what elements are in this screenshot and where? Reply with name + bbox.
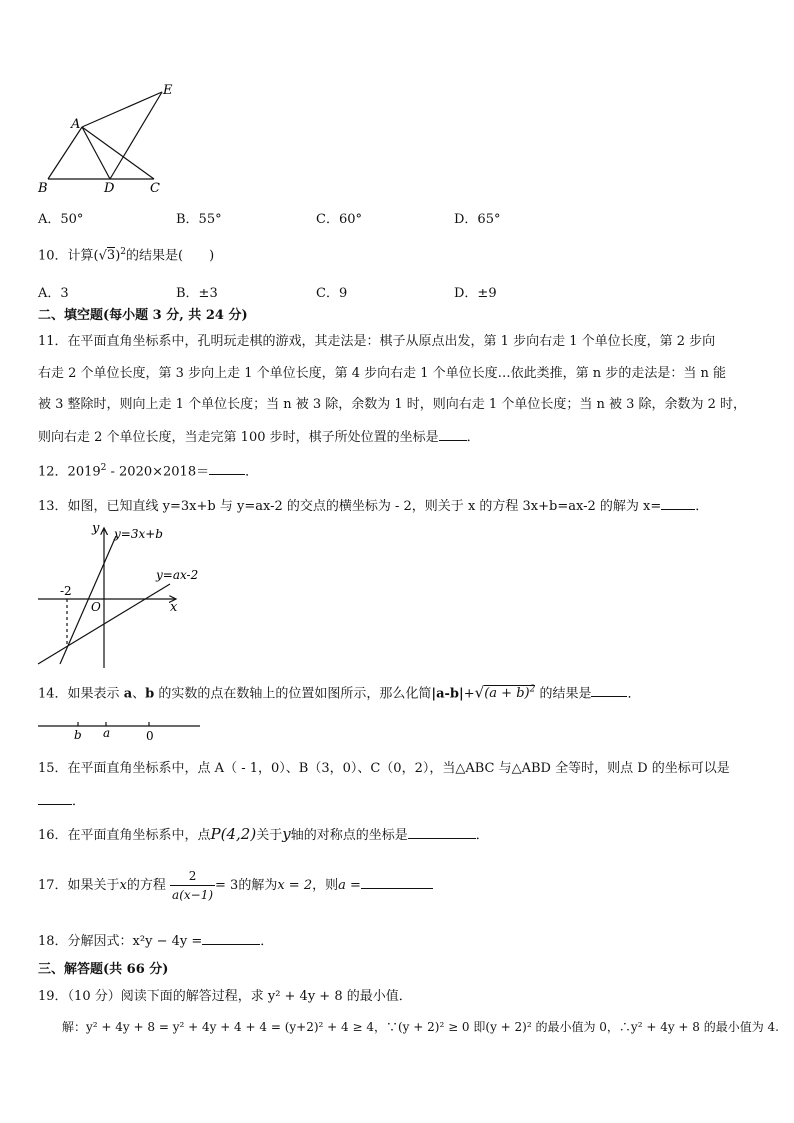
q17-suffix: ，则 — [312, 878, 339, 893]
q13-text: 13．如图，已知直线 y=3x+b 与 y=ax-2 的交点的横坐标为 - 2，则关于 x 的方程 3x+b=ax-2 的解为 x= — [38, 499, 662, 514]
q18-question — [38, 932, 273, 950]
q17-denominator: a(x−1) — [172, 888, 214, 902]
q12-prefix: 12．2019 — [38, 464, 101, 480]
q13-answer-blank[interactable] — [661, 497, 695, 510]
q18-prefix: 18．分解因式： — [38, 934, 133, 949]
q12-answer-blank[interactable] — [209, 462, 245, 475]
q14-prefix: 14．如果表示 — [38, 686, 124, 702]
q11-answer-blank[interactable] — [439, 428, 467, 441]
q11-line1: 11．在平面直角坐标系中，孔明玩走棋的游戏，其走法是：棋子从原点出发，第 1 步向右走 1 个单位长度，第 2 步向 — [38, 334, 716, 349]
q17-prefix: 17．如果关于 — [38, 878, 120, 893]
q15-end: ． — [72, 794, 86, 809]
q16-axis: y — [282, 825, 291, 843]
q9-option-d[interactable]: D．65° — [454, 212, 501, 227]
q18-end: ． — [260, 934, 274, 949]
label-E: E — [163, 83, 173, 98]
q10-prefix: 10．计算 — [38, 248, 94, 264]
q10-exponent: 2 — [120, 247, 127, 257]
q17-eq: = 3 — [215, 878, 239, 893]
q17-middle: 的方程 — [126, 878, 166, 893]
q13-end: ． — [695, 499, 709, 514]
label-C: C — [150, 181, 160, 196]
q9-option-b[interactable]: B．55° — [176, 212, 222, 227]
q14-middle: 的实数的点在数轴上的位置如图所示，那么化简 — [154, 686, 432, 702]
q17-question — [38, 866, 433, 906]
q10-question: 10．计算$(√3)^2$的结果是( ) — [38, 247, 215, 264]
q18-answer-blank[interactable] — [202, 932, 260, 945]
numberline-a: a — [103, 726, 111, 740]
q16-end: ． — [475, 828, 489, 843]
sqrt-symbol: √ — [474, 683, 485, 702]
q16-middle: 关于 — [256, 828, 283, 843]
q15-answer-blank[interactable] — [38, 792, 72, 805]
q19-line1: 19．（10 分）阅读下面的解答过程，求 y² + 4y + 8 的最小值． — [38, 989, 412, 1004]
q17-mid2: 的解为 — [238, 878, 278, 893]
q10-option-b[interactable]: B．±3 — [176, 286, 218, 301]
q15-line1: 15．在平面直角坐标系中，点 A（ - 1，0）、B（3，0）、C（0，2），当△ABC 与△ABD 全等时，则点 D 的坐标可以是 — [38, 761, 730, 776]
q16-answer-blank[interactable] — [408, 826, 476, 839]
label-D: D — [104, 181, 115, 196]
q14-sep: 、 — [132, 686, 146, 702]
q14-radicand-wrap — [484, 685, 535, 701]
q16-prefix: 16．在平面直角坐标系中，点 — [38, 828, 211, 843]
q11-line4 — [38, 428, 480, 446]
q14-b: b — [145, 686, 155, 702]
graph-line1-label: y=3x+b — [114, 527, 163, 541]
q14-plus: + — [463, 686, 475, 702]
label-B: B — [38, 181, 48, 196]
coordinate-graph — [34, 518, 210, 670]
label-A: A — [71, 117, 81, 132]
q10-suffix: 的结果是( ) — [126, 248, 215, 264]
q9-option-a[interactable]: A．50° — [38, 212, 84, 227]
q17-solution: x = 2 — [277, 878, 313, 893]
q10-radicand: 3 — [106, 248, 116, 264]
q10-option-a[interactable]: A．3 — [38, 286, 69, 301]
graph-origin-label: O — [91, 600, 101, 614]
q14-exponent: 2 — [529, 685, 536, 695]
q14-question — [38, 682, 640, 702]
q17-a-var: a = — [338, 878, 361, 893]
q11-line2: 右走 2 个单位长度，第 3 步向上走 1 个单位长度，第 4 步向右走 1 个单位长度…依此类推，第 n 步的走法是：当 n 能 — [38, 366, 726, 381]
graph-x-label: x — [170, 600, 178, 615]
number-line — [34, 720, 206, 744]
q9-option-c[interactable]: C．60° — [316, 212, 362, 227]
q12-question — [38, 460, 258, 480]
q17-fraction — [170, 867, 215, 904]
q14-a: a — [123, 686, 133, 702]
q16-question — [38, 826, 489, 844]
sqrt-symbol: √ — [98, 248, 107, 264]
q11-line4-text: 则向右走 2 个单位长度，当走完第 100 步时，棋子所处位置的坐标是 — [38, 430, 439, 445]
q19-line2: 解：y² + 4y + 8 = y² + 4y + 4 + 4 = (y+2)² + 4 ≥ 4，∵(y + 2)² ≥ 0 即(y + 2)² 的最小值为 0，∴y² + 4y + 8 的最小值为 4. — [62, 1020, 780, 1034]
graph-y-label: y — [92, 521, 100, 536]
q17-var: x — [119, 878, 127, 893]
section2-title: 二、填空题(每小题 3 分, 共 24 分) — [38, 308, 248, 323]
q14-suffix: 的结果是 — [535, 686, 592, 702]
numberline-zero: 0 — [146, 729, 154, 743]
q16-point: P(4,2) — [210, 825, 257, 843]
q18-expr: x²y − 4y = — [132, 934, 203, 949]
graph-neg2-label: -2 — [60, 584, 72, 598]
triangle-figure — [34, 80, 184, 198]
q13-question — [38, 497, 708, 515]
q17-answer-blank[interactable] — [361, 876, 433, 889]
q16-suffix: 轴的对称点的坐标是 — [290, 828, 408, 843]
q12-end: ． — [245, 464, 259, 480]
q12-middle: - 2020×2018＝ — [106, 464, 210, 480]
q12-exponent: 2 — [100, 463, 107, 473]
q14-answer-blank[interactable] — [591, 684, 627, 697]
q14-abs: |a-b| — [431, 686, 464, 702]
q14-end: ． — [627, 686, 641, 702]
numberline-b: b — [74, 728, 82, 742]
q10-option-c[interactable]: C．9 — [316, 286, 348, 301]
graph-line2-label: y=ax-2 — [156, 568, 199, 582]
section3-title: 三、解答题(共 66 分) — [38, 962, 169, 977]
q14-radicand: (a + b) — [484, 686, 530, 702]
q17-numerator: 2 — [170, 867, 215, 886]
q11-line3: 被 3 整除时，则向上走 1 个单位长度；当 n 被 3 除，余数为 1 时，则向右走 1 个单位长度；当 n 被 3 除，余数为 2 时， — [38, 397, 747, 412]
q11-end: ． — [466, 430, 480, 445]
q10-option-d[interactable]: D．±9 — [454, 286, 497, 301]
q15-line2 — [38, 792, 85, 810]
